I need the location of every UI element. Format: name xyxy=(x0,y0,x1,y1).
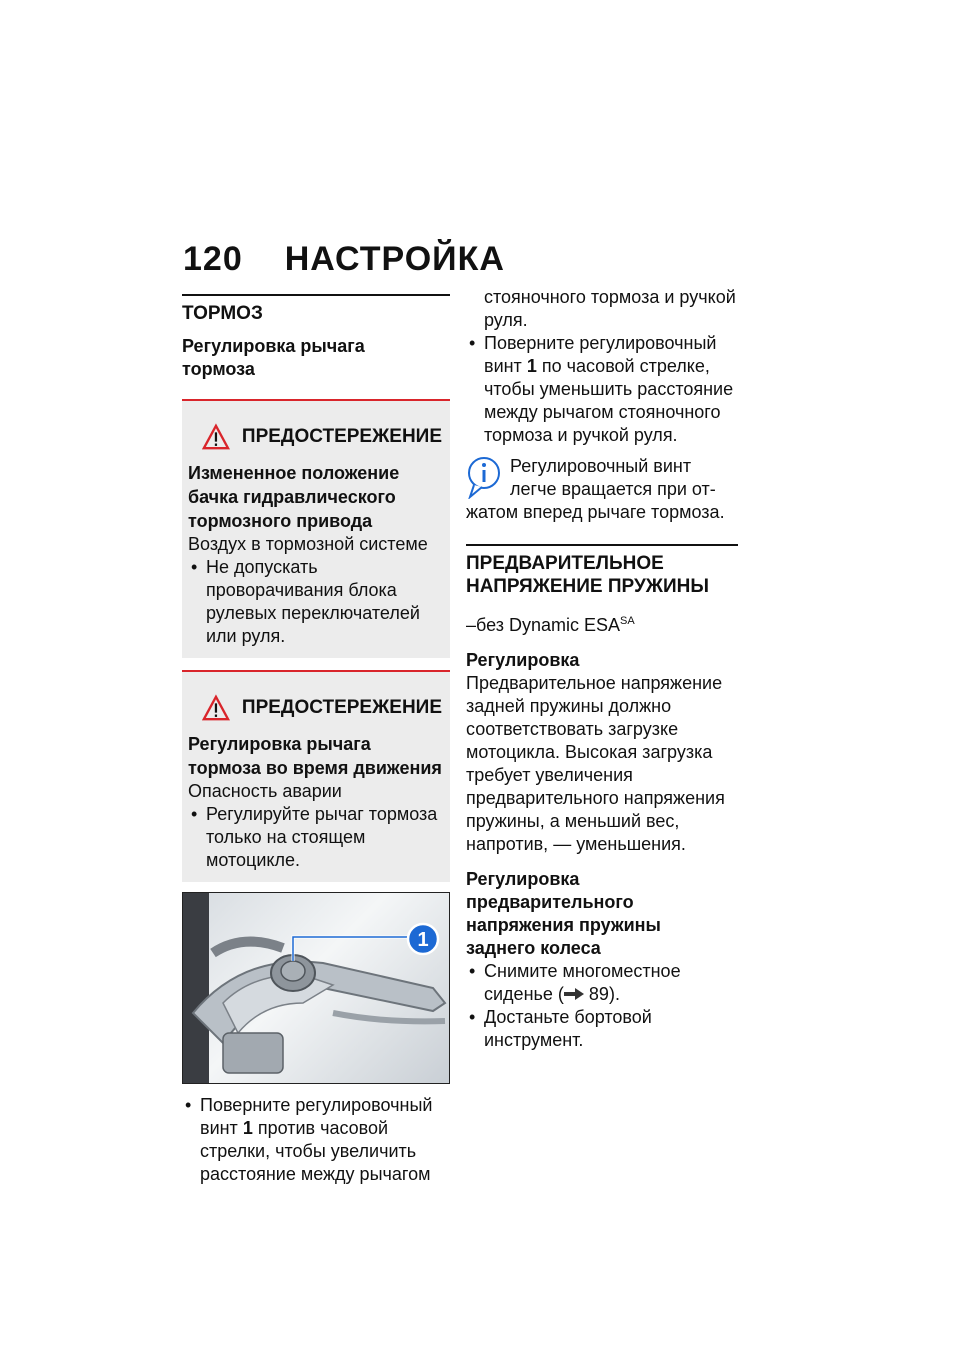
warning-title: Регулировка рычага тормоза во время движения xyxy=(188,734,442,778)
variant-note xyxy=(466,610,738,637)
section-title-preload: ПРЕДВАРИТЕЛЬНОЕ НАПРЯЖЕНИЕ ПРУЖИНЫ xyxy=(466,553,709,597)
warning-box-1 xyxy=(182,399,450,658)
page-ref[interactable]: 89 xyxy=(588,984,609,1004)
arrow-ref-icon xyxy=(564,988,584,1000)
info-row xyxy=(466,455,738,501)
continued-text: стояночного тормоза и ручкой руля. xyxy=(484,287,736,330)
photo-callout-number: 1 xyxy=(417,929,429,951)
callout-ref: 1 xyxy=(242,1118,253,1138)
warning-bullet: • Не допускать проворачивания блока рулевых переключателей или руля. xyxy=(188,556,442,648)
chapter-title: НАСТРОЙКА xyxy=(284,240,505,278)
section-title-brake: ТОРМОЗ xyxy=(182,303,263,324)
step-remove-seat xyxy=(466,960,738,1006)
step-text: по часовой стрелке, чтобы уменьшить расстояние между рычагом стояночного тормоза и ручкой руля. xyxy=(484,356,734,445)
variant-sup: SA xyxy=(620,615,635,627)
subsection-title: Регулировка предварительного напряжения пружины заднего колеса xyxy=(466,869,661,958)
warning-text: Опасность аварии xyxy=(188,781,342,801)
variant-text: –без Dynamic ESA xyxy=(466,615,621,635)
step-text: ). xyxy=(608,984,620,1004)
subsection-title: Регулировка рычага тормоза xyxy=(182,336,365,379)
warning-label: ПРЕДОСТЕРЕЖЕНИЕ xyxy=(241,426,442,447)
warning-box-2 xyxy=(182,670,450,882)
brake-lever-illustration xyxy=(183,893,449,1083)
warning-bullet: • Регулируйте рычаг тормоза только на стоящем мотоцикле. xyxy=(188,803,442,872)
step-text: Поверните регулировочный винт xyxy=(484,333,717,376)
right-column xyxy=(466,286,738,1052)
page-number: 120 xyxy=(183,240,243,278)
left-column xyxy=(182,294,450,1186)
step-text: против часовой стрелки, чтобы увеличить расстояние между рычагом xyxy=(200,1118,431,1184)
step-loosen xyxy=(182,1094,450,1186)
step-text: Поверните регулировочный винт xyxy=(200,1095,433,1138)
warning-triangle-icon xyxy=(202,423,230,451)
warning-header xyxy=(202,694,442,722)
step-text: Снимите многоместное сиденье ( xyxy=(484,961,681,1004)
brake-lever-photo xyxy=(182,892,450,1084)
step-toolkit: • Достаньте бортовой инструмент. xyxy=(466,1006,738,1052)
subsection-title: Регулировка xyxy=(466,650,580,670)
info-icon xyxy=(466,455,502,499)
info-line: Регулировочный винт xyxy=(510,456,692,476)
info-line: легче вращается при от- xyxy=(510,479,716,499)
warning-triangle-icon xyxy=(202,694,230,722)
info-line: жатом вперед рычаге тормоза. xyxy=(466,502,725,522)
paragraph: Предварительное напряжение задней пружины должно соответствовать загрузке мотоцикла. Высокая загрузка требует увеличения предварительного напряжения пружины, а меньший вес, напротив, — уменьшения. xyxy=(466,673,725,854)
page-header xyxy=(183,240,505,279)
callout-ref: 1 xyxy=(526,356,537,376)
step-tighten xyxy=(466,332,738,447)
info-note xyxy=(466,455,738,524)
section-rule xyxy=(182,294,450,296)
warning-label: ПРЕДОСТЕРЕЖЕНИЕ xyxy=(241,697,442,718)
warning-title: Измененное положение бачка гидравлического тормозного привода xyxy=(188,463,400,531)
warning-header xyxy=(202,423,442,451)
section-rule xyxy=(466,544,738,546)
warning-text: Воздух в тормозной системе xyxy=(188,534,428,554)
